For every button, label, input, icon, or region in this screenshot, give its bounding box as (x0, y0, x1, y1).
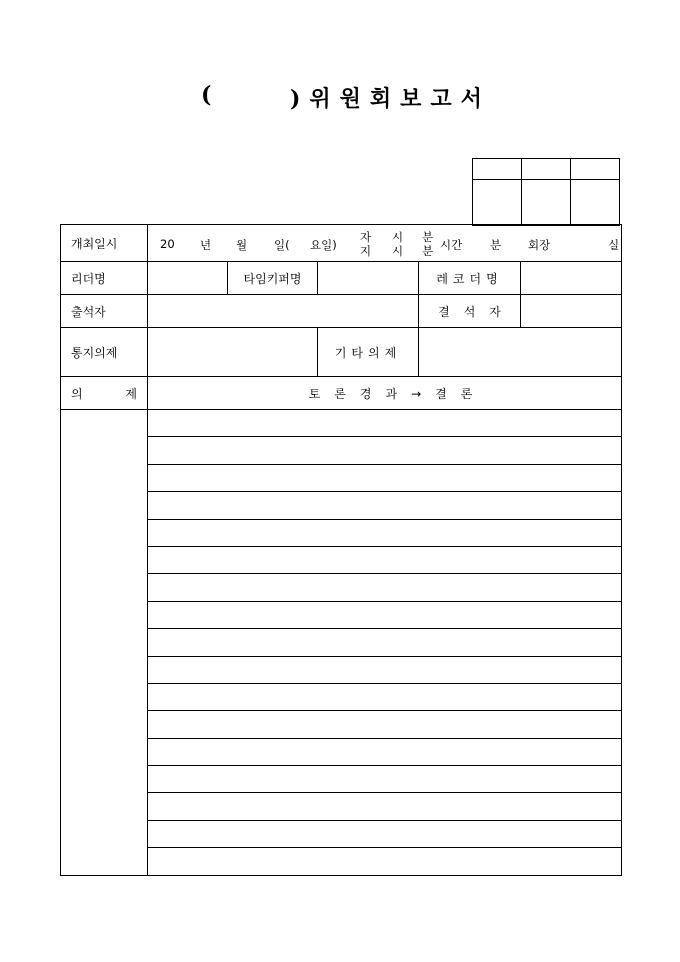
discussion-line-field[interactable] (148, 656, 622, 683)
notice-agenda-field[interactable] (148, 328, 318, 377)
attendees-label: 출석자 (61, 295, 148, 328)
leader-field[interactable] (148, 262, 228, 295)
discussion-line-field[interactable] (148, 410, 622, 437)
meeting-datetime-field[interactable] (148, 225, 622, 262)
from-label: 자 (360, 230, 372, 244)
agenda-item-field[interactable] (61, 410, 148, 876)
hour-from-unit: 시 (392, 230, 404, 244)
month-unit: 월 (236, 238, 248, 252)
absentees-label: 결석자 (419, 295, 521, 328)
discussion-line-field[interactable] (148, 464, 622, 491)
discussion-line-field[interactable] (148, 766, 622, 793)
discussion-line-field[interactable] (148, 437, 622, 464)
notice-agenda-label: 통지의제 (61, 328, 148, 377)
meeting-datetime-label: 개최일시 (61, 225, 148, 262)
absentees-field[interactable] (521, 295, 622, 328)
recorder-field[interactable] (521, 262, 622, 295)
discussion-line-row (61, 410, 622, 437)
agenda-label: 의 제 (61, 377, 148, 410)
discussion-line-field[interactable] (148, 848, 622, 875)
discussion-lines (61, 410, 622, 876)
discussion-line-field[interactable] (148, 574, 622, 601)
approval-header-3 (571, 159, 620, 180)
discussion-line-field[interactable] (148, 683, 622, 710)
approval-header-2 (522, 159, 571, 180)
recorder-label: 레코더명 (419, 262, 521, 295)
timekeeper-label: 타임키퍼명 (228, 262, 318, 295)
to-label: 지 (360, 244, 372, 258)
year-prefix: 20 (160, 237, 175, 251)
timekeeper-field[interactable] (318, 262, 419, 295)
room-prefix: 회장 (528, 238, 551, 252)
discussion-line-field[interactable] (148, 601, 622, 628)
discussion-header: 토론경과→결론 (148, 377, 622, 410)
weekday-unit: 요일) (310, 238, 337, 252)
other-agenda-label: 기타의제 (318, 328, 419, 377)
discussion-line-field[interactable] (148, 519, 622, 546)
discussion-line-field[interactable] (148, 629, 622, 656)
hour-to-unit: 시 (392, 244, 404, 258)
duration-minute-unit: 분 (490, 238, 502, 252)
discussion-line-field[interactable] (148, 793, 622, 820)
discussion-line-field[interactable] (148, 492, 622, 519)
other-agenda-field[interactable] (419, 328, 622, 377)
approval-box (472, 158, 620, 226)
discussion-line-field[interactable] (148, 546, 622, 573)
leader-label: 리더명 (61, 262, 148, 295)
title-text: )위원회보고서 (290, 86, 491, 112)
title-open-paren: ( (201, 82, 212, 108)
report-form (60, 224, 622, 876)
discussion-line-field[interactable] (148, 820, 622, 847)
duration-hour-unit: 시간 (440, 238, 463, 252)
discussion-line-field[interactable] (148, 738, 622, 765)
attendees-field[interactable] (148, 295, 419, 328)
room-unit: 실 (608, 238, 620, 252)
approval-sign-3[interactable] (571, 180, 620, 226)
minute-to-unit: 분 (422, 244, 434, 258)
discussion-line-field[interactable] (148, 711, 622, 738)
minute-from-unit: 분 (422, 230, 434, 244)
year-unit: 년 (200, 238, 212, 252)
approval-header-1 (473, 159, 522, 180)
approval-sign-1[interactable] (473, 180, 522, 226)
day-unit: 일( (274, 238, 290, 252)
approval-sign-2[interactable] (522, 180, 571, 226)
